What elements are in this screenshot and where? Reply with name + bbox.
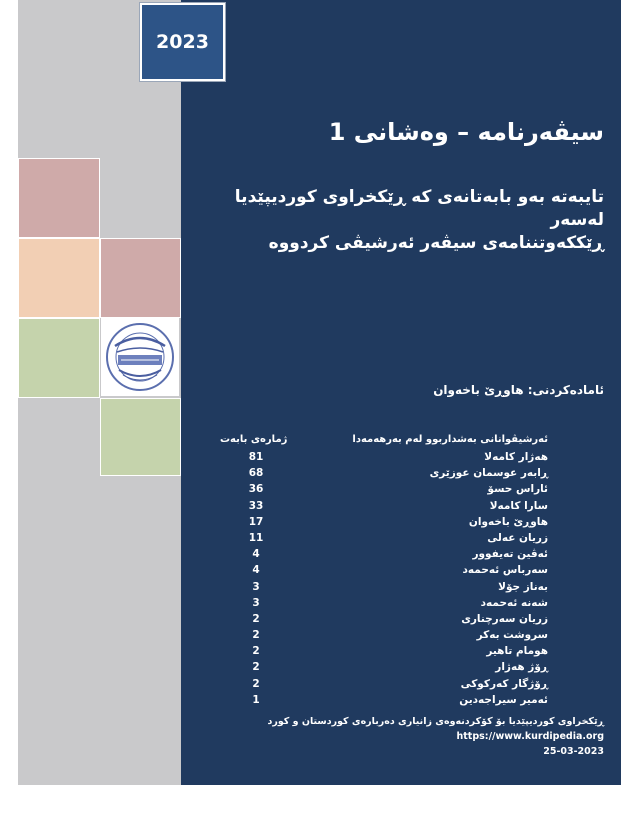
contributor-name: زریان سەرچناری xyxy=(461,612,548,625)
count-column-header: ژمارەی بابەت xyxy=(220,434,288,445)
contributor-count: 4 xyxy=(252,548,260,561)
contributor-count: 2 xyxy=(252,629,260,642)
contributor-name: هەژار کامەلا xyxy=(484,451,548,463)
footer-info xyxy=(184,716,604,761)
contributor-name: ئەمیر سیراجەدین xyxy=(459,693,548,706)
table-row xyxy=(200,645,548,661)
color-square-pink-top xyxy=(18,158,100,238)
contributor-count: 2 xyxy=(252,645,260,658)
contributors-table-header xyxy=(200,434,548,450)
contributor-name: ڕۆژ هەژار xyxy=(495,661,548,674)
contributor-count: 3 xyxy=(252,596,260,609)
contributor-count: 2 xyxy=(252,677,260,690)
color-square-green-left xyxy=(18,318,100,398)
table-row xyxy=(200,694,548,710)
contributor-count: 81 xyxy=(248,451,264,463)
contributor-count: 2 xyxy=(252,612,260,625)
contributor-name: ئاراس حسۆ xyxy=(487,483,548,496)
subtitle-line: تایبەتە بەو بابەتانەی کە ڕێکخراوی کوردیپێدیا لەسەر xyxy=(234,187,604,230)
name-column-header: ئەرشیڤوانانی بەشداربوو لەم بەرهەمەدا xyxy=(352,434,548,445)
contributor-count: 36 xyxy=(248,483,264,496)
contributor-name: سارا کامەلا xyxy=(489,499,548,512)
contributor-name: ڕۆژگار کەرکوکی xyxy=(460,677,548,690)
footer-org-line: ڕێکخراوی کوردیپێدیا بۆ کۆکردنەوەی زانیاری دەربارەی کوردستان و کورد xyxy=(267,716,604,727)
table-row xyxy=(200,451,548,467)
table-row xyxy=(200,548,548,564)
table-row xyxy=(200,467,548,483)
organization-stamp xyxy=(101,318,179,396)
table-row xyxy=(200,483,548,499)
footer-url: https://www.kurdipedia.org xyxy=(456,731,604,742)
color-square-green-right xyxy=(100,398,181,476)
year-label: 2023 xyxy=(156,31,209,53)
contributor-name: ڕابەر عوسمان عوزێری xyxy=(429,467,548,480)
table-row xyxy=(200,532,548,548)
contributor-count: 11 xyxy=(248,531,264,544)
table-row xyxy=(200,500,548,516)
year-box xyxy=(140,3,225,81)
document-title: سیڤەرنامە – وەشانی 1 xyxy=(328,118,604,146)
contributor-name: سەرباس ئەحمەد xyxy=(462,564,548,577)
contributor-name: سروشت بەکر xyxy=(476,629,548,642)
contributor-name: هومام تاهیر xyxy=(486,645,548,658)
table-row xyxy=(200,613,548,629)
contributor-name: بەناز جۆلا xyxy=(498,580,548,593)
subtitle-line: ڕێککەوتننامەی سیڤەر ئەرشیڤی کردووە xyxy=(268,233,604,253)
contributor-count: 3 xyxy=(252,580,260,593)
color-square-peach xyxy=(18,238,100,318)
color-square-pink-right xyxy=(100,238,181,318)
contributor-name: ئەڤین تەیفوور xyxy=(472,548,548,561)
table-row xyxy=(200,516,548,532)
contributors-table xyxy=(200,451,548,710)
table-row xyxy=(200,629,548,645)
table-row xyxy=(200,581,548,597)
table-row xyxy=(200,661,548,677)
table-row xyxy=(200,597,548,613)
table-row xyxy=(200,678,548,694)
table-row xyxy=(200,564,548,580)
contributor-count: 33 xyxy=(248,499,264,512)
contributor-count: 2 xyxy=(252,661,260,674)
contributor-name: زریان عەلی xyxy=(487,531,548,544)
contributor-count: 1 xyxy=(252,693,260,706)
contributor-name: هاوڕێ باخەوان xyxy=(468,515,548,528)
footer-date: 25-03-2023 xyxy=(543,746,604,757)
contributor-count: 68 xyxy=(248,467,264,480)
document-subtitle xyxy=(204,186,604,255)
contributor-count: 17 xyxy=(248,515,264,528)
contributor-name: شەنە ئەحمەد xyxy=(480,596,548,609)
contributor-count: 4 xyxy=(252,564,260,577)
prepared-by: ئامادەکردنی: هاوڕێ باخەوان xyxy=(433,383,604,397)
